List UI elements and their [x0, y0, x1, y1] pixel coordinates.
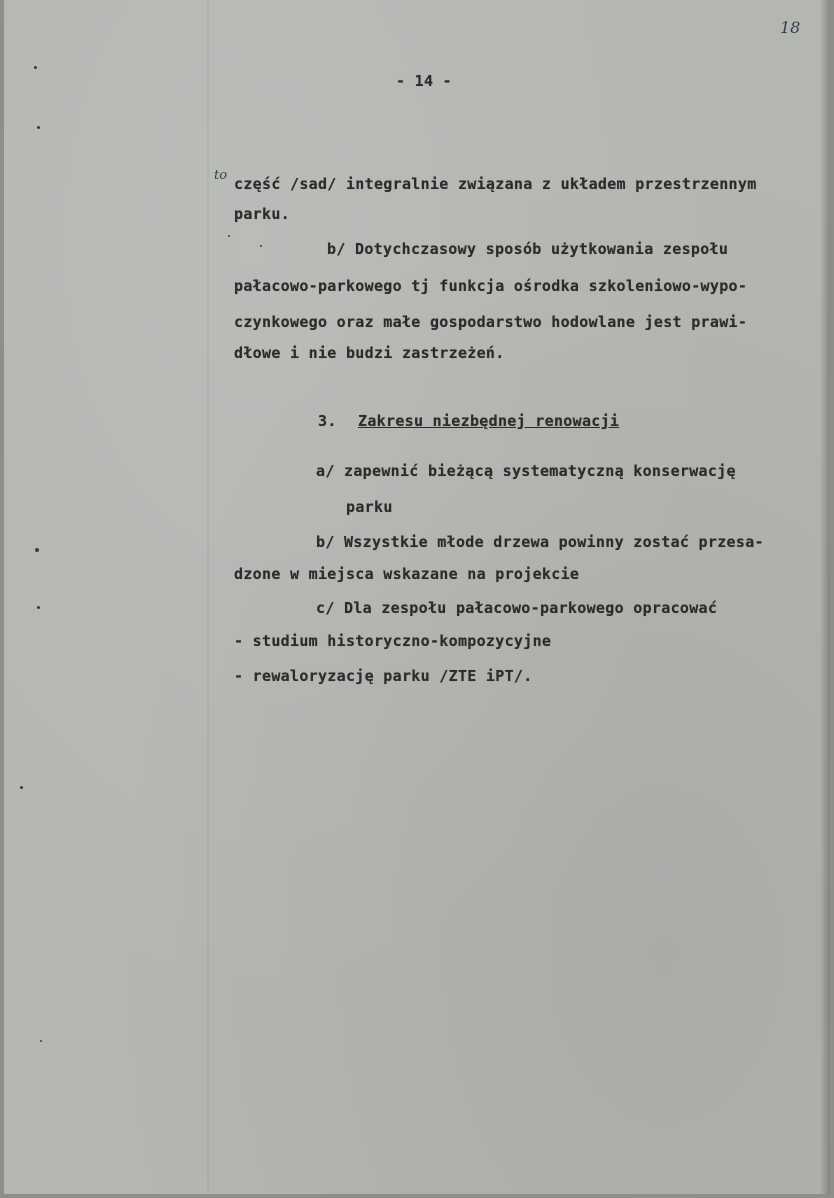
section-number: 3. [318, 412, 337, 430]
paper-speck [35, 548, 39, 552]
paper-speck [34, 66, 37, 69]
item-c-line-2: - studium historyczno-kompozycyjne [234, 632, 552, 650]
document-page [4, 0, 830, 1194]
text-line-1: część /sad/ integralnie związana z układem przestrzennym [234, 175, 757, 193]
text-line-6: dłowe i nie budzi zastrzeżeń. [234, 344, 505, 362]
paper-fold [207, 0, 209, 1194]
text-line-5: czynkowego oraz małe gospodarstwo hodowlane jest prawi- [234, 313, 748, 331]
page-edge-shadow [820, 0, 830, 1194]
item-a-line-1: a/ zapewnić bieżącą systematyczną konserwację [316, 462, 736, 480]
section-title: Zakresu niezbędnej renowacji [358, 412, 620, 430]
paper-speck [260, 245, 262, 247]
item-c-line-1: c/ Dla zespołu pałacowo-parkowego opracować [316, 599, 718, 617]
paper-speck [20, 786, 23, 789]
text-line-2: parku. [234, 205, 290, 223]
paper-speck [37, 606, 40, 609]
text-line-3: b/ Dotychczasowy sposób użytkowania zespołu [327, 240, 729, 258]
item-b-line-2: dzone w miejsca wskazane na projekcie [234, 565, 580, 583]
item-b-line-1: b/ Wszystkie młode drzewa powinny zostać przesa- [316, 533, 764, 551]
text-line-4: pałacowo-parkowego tj funkcja ośrodka szkoleniowo-wypo- [234, 277, 748, 295]
paper-speck [40, 1040, 42, 1042]
page-number: - 14 - [396, 72, 452, 90]
corner-page-number: 18 [780, 18, 801, 37]
item-a-line-2: parku [346, 498, 393, 516]
item-c-line-3: - rewaloryzację parku /ZTE iPT/. [234, 667, 533, 685]
margin-mark: to [214, 168, 228, 183]
paper-speck [228, 235, 230, 237]
paper-speck [37, 126, 40, 129]
